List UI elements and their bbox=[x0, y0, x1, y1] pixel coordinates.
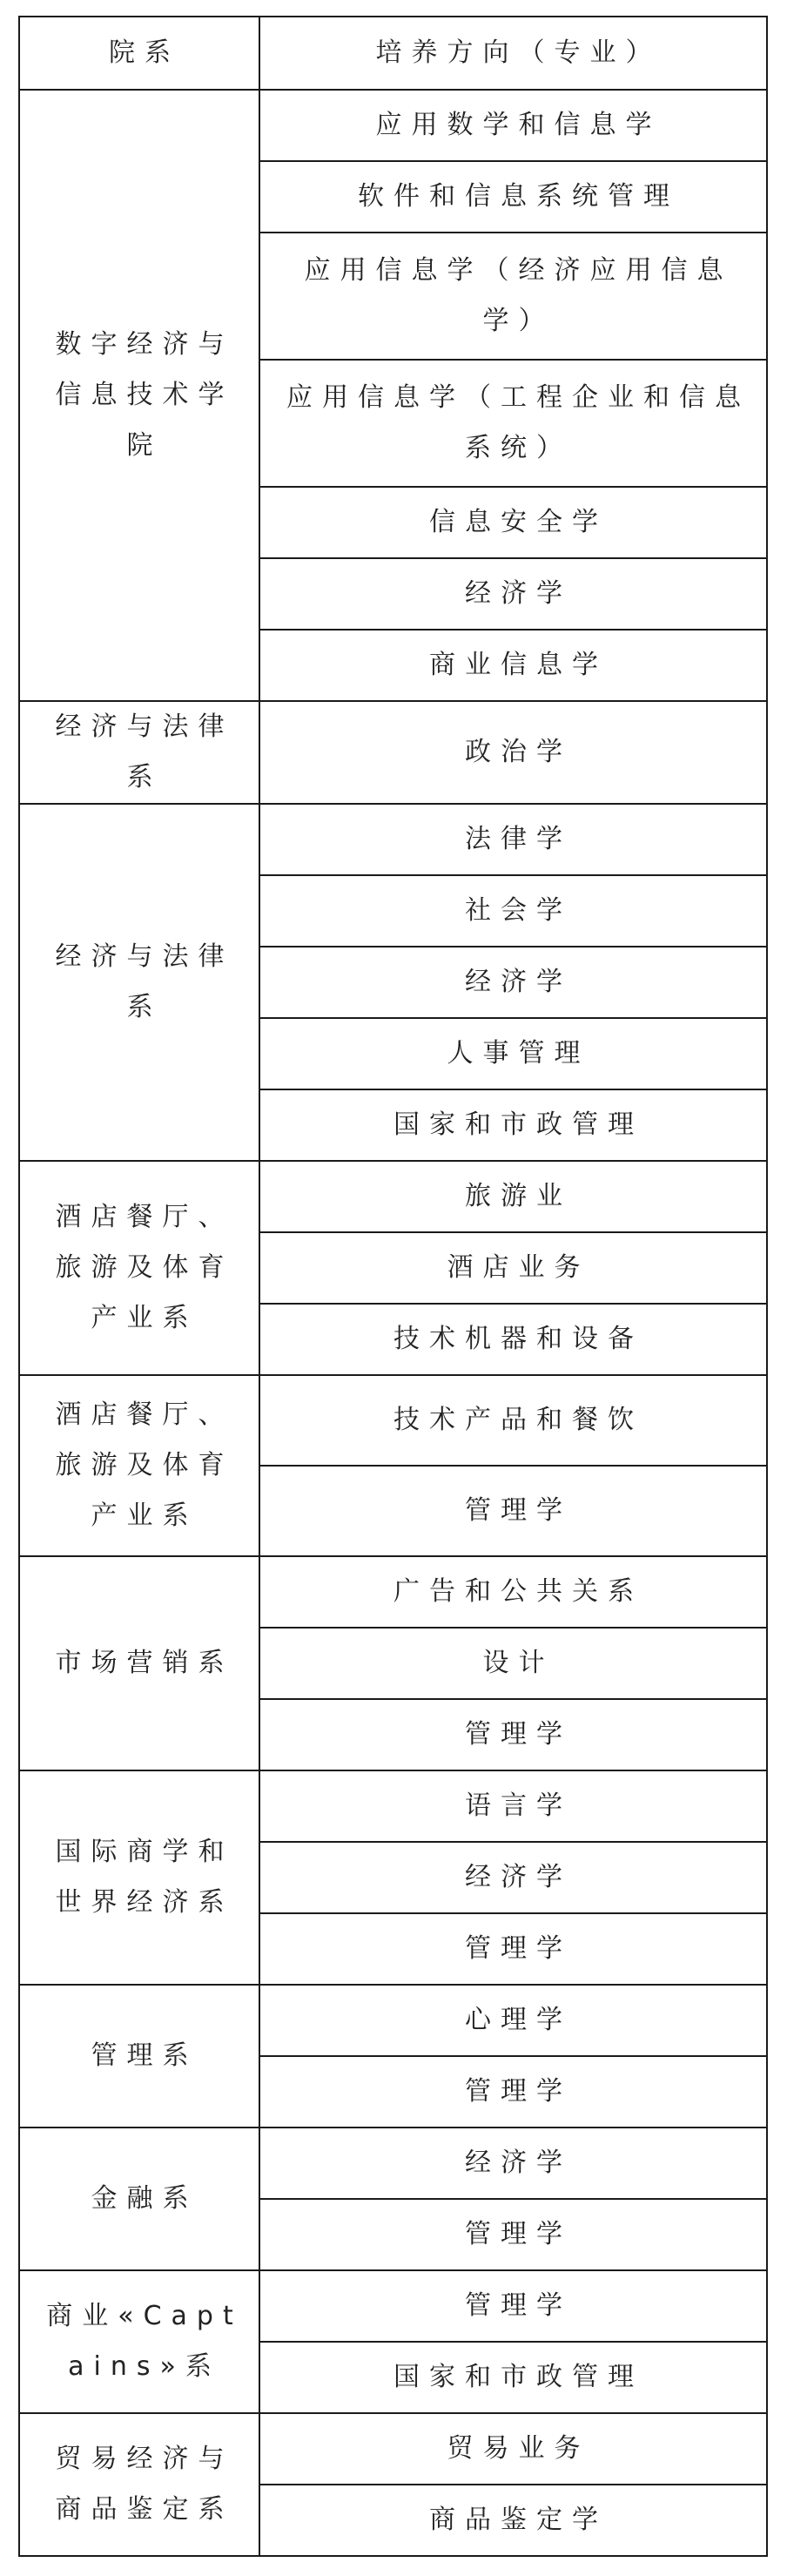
table-row bbox=[19, 90, 767, 161]
department-cell: 金融系 bbox=[19, 2128, 259, 2270]
table-row bbox=[19, 2270, 767, 2342]
major-cell: 商品鉴定学 bbox=[259, 2485, 767, 2556]
major-cell: 管理学 bbox=[259, 1466, 767, 1556]
header-row bbox=[19, 17, 767, 90]
major-cell: 酒店业务 bbox=[259, 1232, 767, 1304]
table-row bbox=[19, 2128, 767, 2199]
major-cell: 应用数学和信息学 bbox=[259, 90, 767, 161]
major-cell: 软件和信息系统管理 bbox=[259, 161, 767, 233]
header-department: 院系 bbox=[19, 17, 259, 90]
table-row bbox=[19, 1375, 767, 1466]
department-cell: 酒店餐厅、旅游及体育产业系 bbox=[19, 1161, 259, 1375]
major-cell: 管理学 bbox=[259, 2199, 767, 2270]
major-cell: 人事管理 bbox=[259, 1018, 767, 1089]
major-cell: 旅游业 bbox=[259, 1161, 767, 1232]
major-cell: 贸易业务 bbox=[259, 2413, 767, 2485]
major-cell: 经济学 bbox=[259, 558, 767, 630]
major-cell: 应用信息学（经济应用信息学） bbox=[259, 233, 767, 360]
header-major: 培养方向（专业） bbox=[259, 17, 767, 90]
department-cell: 经济与法律系 bbox=[19, 701, 259, 804]
major-cell: 国家和市政管理 bbox=[259, 2342, 767, 2413]
department-cell: 商业«Captains»系 bbox=[19, 2270, 259, 2413]
major-cell: 语言学 bbox=[259, 1770, 767, 1842]
department-cell: 市场营销系 bbox=[19, 1556, 259, 1770]
major-cell: 管理学 bbox=[259, 2056, 767, 2128]
major-cell: 法律学 bbox=[259, 804, 767, 875]
major-cell: 技术产品和餐饮 bbox=[259, 1375, 767, 1466]
major-cell: 国家和市政管理 bbox=[259, 1089, 767, 1161]
major-cell: 信息安全学 bbox=[259, 487, 767, 558]
major-cell: 广告和公共关系 bbox=[259, 1556, 767, 1628]
table-row bbox=[19, 1556, 767, 1628]
table-row bbox=[19, 1161, 767, 1232]
department-cell: 国际商学和世界经济系 bbox=[19, 1770, 259, 1985]
major-cell: 心理学 bbox=[259, 1985, 767, 2056]
major-cell: 商业信息学 bbox=[259, 630, 767, 701]
table-row bbox=[19, 701, 767, 804]
major-cell: 管理学 bbox=[259, 1913, 767, 1985]
major-cell: 经济学 bbox=[259, 2128, 767, 2199]
department-cell: 经济与法律系 bbox=[19, 804, 259, 1161]
major-cell: 管理学 bbox=[259, 2270, 767, 2342]
department-cell: 贸易经济与商品鉴定系 bbox=[19, 2413, 259, 2556]
major-cell: 设计 bbox=[259, 1628, 767, 1699]
table-row bbox=[19, 804, 767, 875]
major-cell: 经济学 bbox=[259, 947, 767, 1018]
department-cell: 管理系 bbox=[19, 1985, 259, 2128]
department-cell: 酒店餐厅、旅游及体育产业系 bbox=[19, 1375, 259, 1556]
major-cell: 政治学 bbox=[259, 701, 767, 804]
table-row bbox=[19, 1770, 767, 1842]
major-cell: 管理学 bbox=[259, 1699, 767, 1770]
table-row bbox=[19, 2413, 767, 2485]
table-row bbox=[19, 1985, 767, 2056]
major-cell: 经济学 bbox=[259, 1842, 767, 1913]
department-cell: 数字经济与信息技术学院 bbox=[19, 90, 259, 701]
major-cell: 技术机器和设备 bbox=[259, 1304, 767, 1375]
department-major-table bbox=[18, 16, 768, 2557]
major-cell: 应用信息学（工程企业和信息系统） bbox=[259, 360, 767, 487]
major-cell: 社会学 bbox=[259, 875, 767, 947]
